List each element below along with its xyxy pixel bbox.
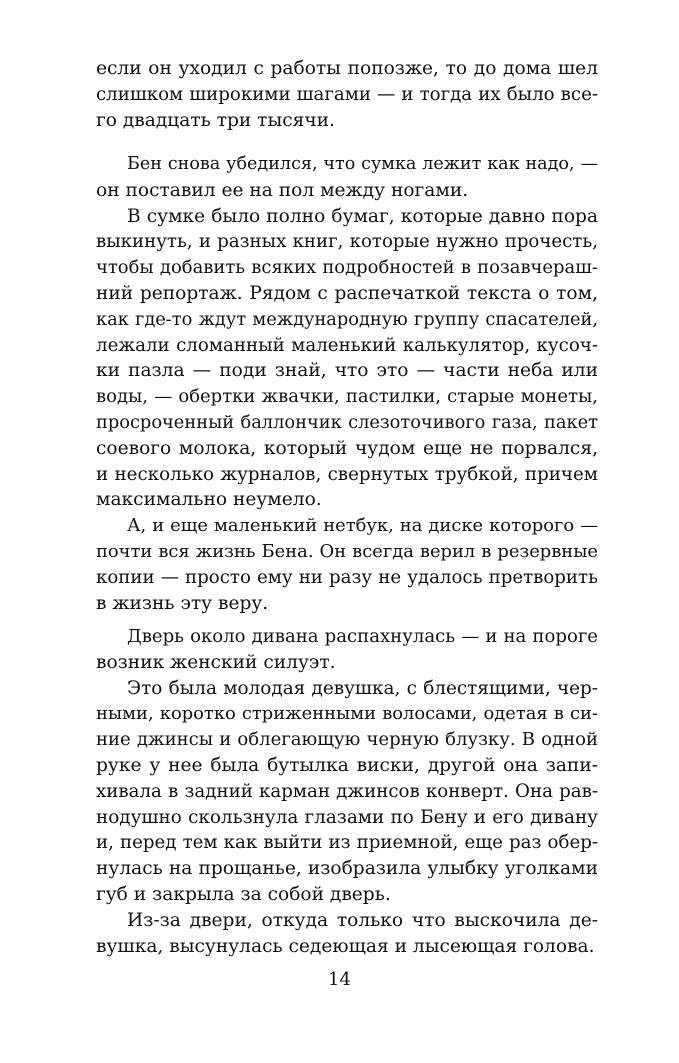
paragraph: [96, 676, 598, 908]
text-line: он поставил ее на пол между ногами.: [96, 179, 469, 201]
text-line: ными, коротко стриженными волосами, одетая в си-: [96, 703, 598, 725]
text-line: воды, — обертки жвачки, пастилки, старые монеты,: [96, 386, 598, 408]
text-line: ний репортаж. Рядом с распечаткой текста о том,: [96, 282, 598, 304]
text-line: копии — просто ему ни разу не удалось претворить: [96, 566, 598, 588]
text-line: го двадцать три тысячи.: [96, 109, 335, 131]
paragraph: [96, 56, 598, 133]
text-line: нодушно скользнула глазами по Бену и его дивану: [96, 806, 598, 828]
text-line: максимально неумело.: [96, 489, 322, 511]
text-line: Дверь около дивана распахнулась — и на пороге: [127, 626, 598, 647]
text-line: Из-за двери, откуда только что выскочила де-: [127, 909, 598, 931]
text-line: если он уходил с работы попозже, то до дома шел: [96, 58, 598, 79]
text-line: лежали сломанный маленький калькулятор, кусоч-: [96, 334, 598, 356]
text-line: просроченный баллончик слезоточивого газа, пакет: [96, 411, 598, 433]
text-line: ки пазла — поди знай, что это — части неба или: [96, 360, 598, 382]
text-line: слишком широкими шагами — и тогда их было все-: [96, 83, 598, 105]
text-line: соевого молока, который чудом еще не порвался,: [96, 437, 598, 459]
paragraph: [96, 624, 598, 676]
text-line: нулась на прощанье, изобразила улыбку уголками: [96, 858, 598, 880]
paragraph: [96, 204, 598, 514]
text-line: ние джинсы и облегающую черную блузку. В одной: [96, 729, 598, 751]
text-line: выкинуть, и разных книг, которые нужно прочесть,: [96, 231, 598, 253]
text-line: Бен снова убедился, что сумка лежит как надо, —: [127, 154, 598, 174]
text-line: Это была молодая девушка, с блестящими, чер-: [127, 677, 598, 699]
page-number: 14: [328, 969, 351, 990]
paragraph: [96, 513, 598, 616]
text-line: руке у нее была бутылка виски, другой она запи-: [96, 754, 598, 776]
text-line: и, перед тем как выйти из приемной, еще раз обер-: [96, 832, 598, 854]
paragraph: [96, 152, 598, 204]
text-block-2: [96, 152, 598, 616]
text-line: хивала в задний карман джинсов конверт. Она рав-: [96, 780, 598, 802]
text-line: В сумке было полно бумаг, которые давно пора: [127, 205, 598, 227]
text-line: А, и еще маленький нетбук, на диске которого —: [127, 515, 598, 537]
text-line: почти вся жизнь Бена. Он всегда верил в резервные: [96, 540, 598, 562]
text-line: как где-то ждут международную группу спасателей,: [96, 308, 598, 330]
text-line: вушка, высунулась седеющая и лысеющая голова.: [96, 935, 595, 957]
text-line: возник женский силуэт.: [96, 651, 336, 673]
paragraph: [96, 908, 598, 960]
text-line: губ и закрыла за собой дверь.: [96, 883, 391, 905]
text-line: в жизнь эту веру.: [96, 592, 269, 614]
text-block-1: [96, 56, 598, 133]
text-block-3: [96, 624, 598, 959]
text-line: чтобы добавить всяких подробностей в позавчераш-: [96, 257, 598, 279]
text-line: и несколько журналов, свернутых трубкой, причем: [96, 463, 598, 485]
